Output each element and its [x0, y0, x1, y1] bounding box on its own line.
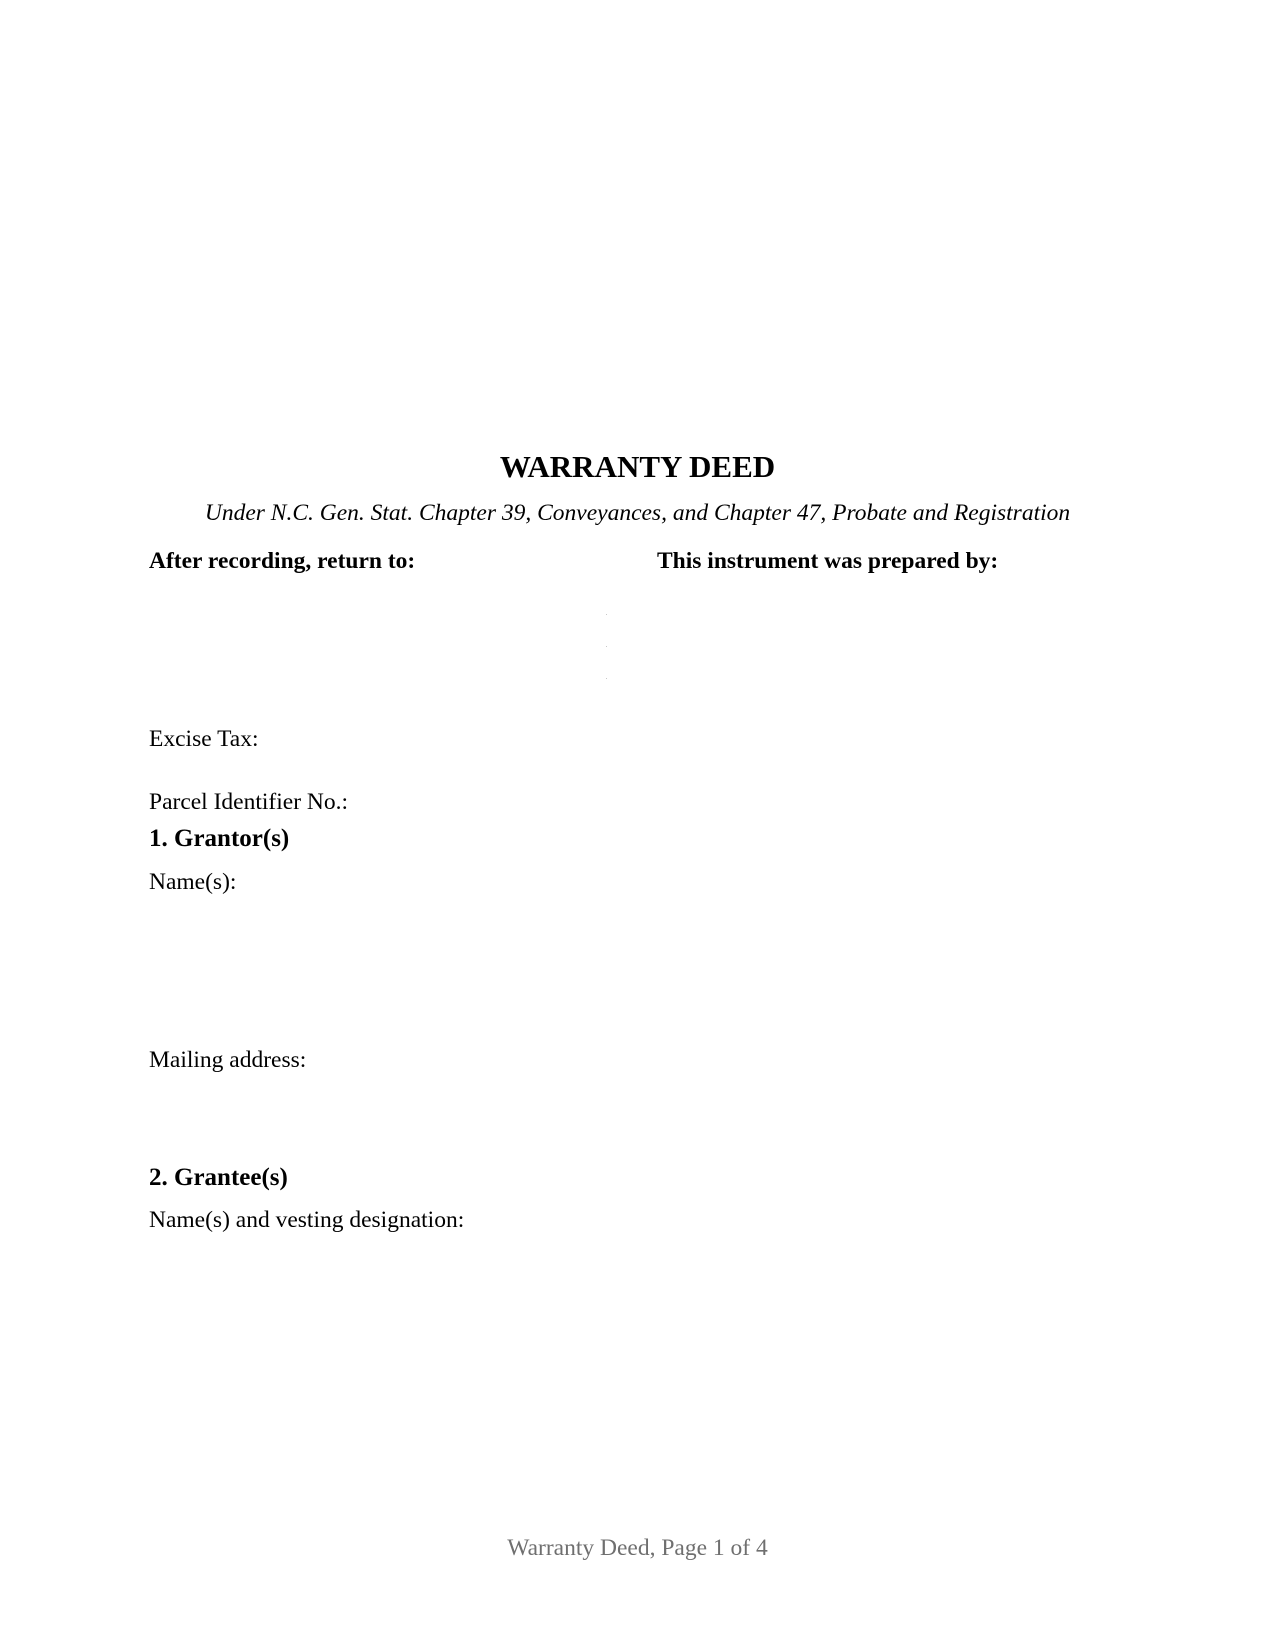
parcel-id-label: Parcel Identifier No.:	[149, 789, 349, 815]
document-subtitle: Under N.C. Gen. Stat. Chapter 39, Conveyances, and Chapter 47, Probate and Registration	[204, 500, 1071, 526]
grantee-heading: 2. Grantee(s)	[149, 1164, 288, 1191]
column-divider-mark	[606, 646, 607, 647]
grantor-mailing-label: Mailing address:	[149, 1047, 307, 1073]
grantor-names-label: Name(s):	[149, 869, 237, 895]
document-title: WARRANTY DEED	[499, 449, 776, 484]
grantee-names-label: Name(s) and vesting designation:	[149, 1207, 465, 1233]
excise-tax-label: Excise Tax:	[149, 726, 259, 752]
return-to-label: After recording, return to:	[149, 548, 416, 574]
page-footer: Warranty Deed, Page 1 of 4	[507, 1535, 768, 1561]
prepared-by-label: This instrument was prepared by:	[657, 548, 999, 574]
column-divider-mark	[606, 614, 607, 615]
grantor-heading: 1. Grantor(s)	[149, 825, 290, 852]
column-divider-mark	[606, 678, 607, 679]
